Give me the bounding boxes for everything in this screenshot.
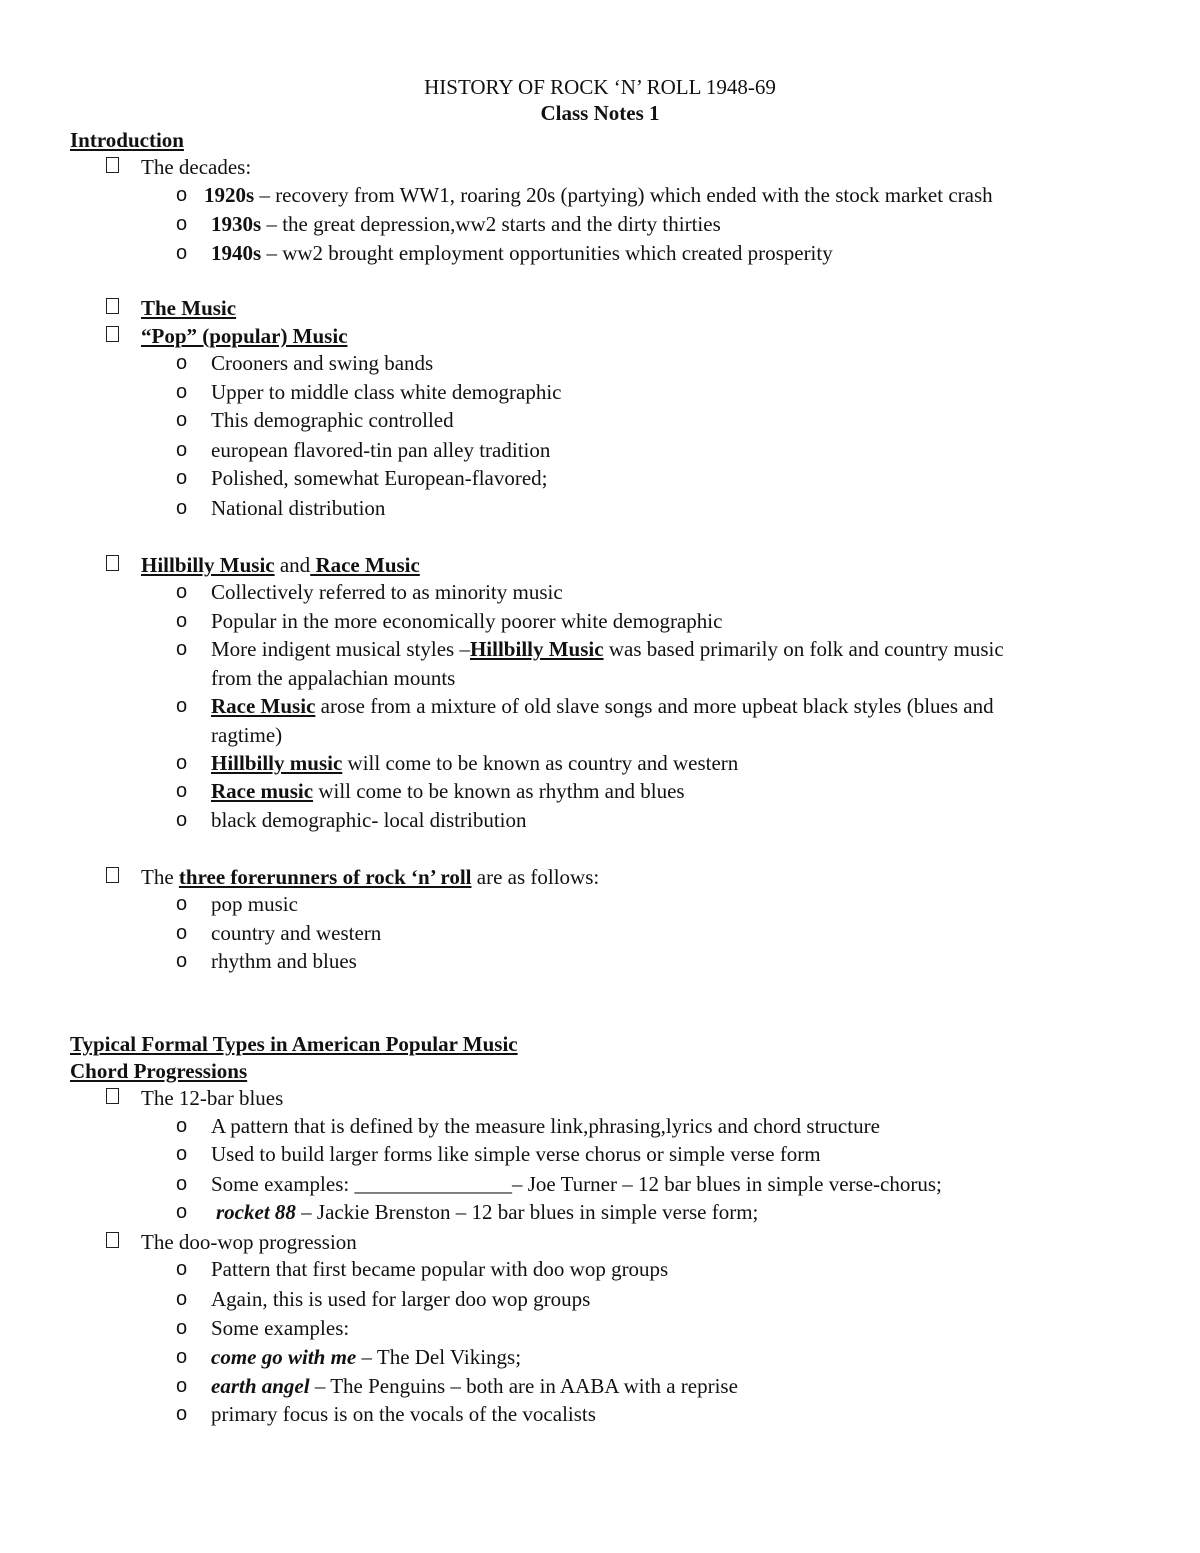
sub-item-text: european flavored-tin pan alley tradition <box>211 438 551 462</box>
sub-item-text: primary focus is on the vocals of the vocalists <box>211 1402 596 1426</box>
sub-item-text: Hillbilly music will come to be known as country and western <box>211 751 739 775</box>
circle-bullet-icon: o <box>176 1143 188 1165</box>
document-title: HISTORY OF ROCK ‘N’ ROLL 1948-69 <box>424 75 776 99</box>
sub-item-text: Race music will come to be known as rhythm and blues <box>211 779 685 803</box>
square-bullet-icon <box>106 157 119 173</box>
square-bullet-icon <box>106 326 119 342</box>
bullet-heading-pop-music: “Pop” (popular) Music <box>141 324 348 348</box>
sub-item-text: rhythm and blues <box>211 949 357 973</box>
square-bullet-icon <box>106 555 119 571</box>
square-bullet-icon <box>106 1232 119 1248</box>
sub-item-text: Some examples: _______________– Joe Turner – 12 bar blues in simple verse-chorus; <box>211 1172 942 1196</box>
circle-bullet-icon: o <box>176 1375 188 1397</box>
sub-item-text: country and western <box>211 921 382 945</box>
circle-bullet-icon: o <box>176 610 188 632</box>
sub-item-text: Again, this is used for larger doo wop groups <box>211 1287 591 1311</box>
circle-bullet-icon: o <box>176 1346 188 1368</box>
circle-bullet-icon: o <box>176 809 188 831</box>
sub-item-text: from the appalachian mounts <box>211 666 456 690</box>
sub-item-text: earth angel – The Penguins – both are in AABA with a reprise <box>211 1374 738 1398</box>
circle-bullet-icon: o <box>176 1403 188 1425</box>
circle-bullet-icon: o <box>176 1258 188 1280</box>
circle-bullet-icon: o <box>176 638 188 660</box>
square-bullet-icon <box>106 298 119 314</box>
circle-bullet-icon: o <box>176 242 188 264</box>
bullet-heading-hillbilly-race: Hillbilly Music and Race Music <box>141 553 420 577</box>
sub-item-text: National distribution <box>211 496 386 520</box>
sub-item-text: This demographic controlled <box>211 408 454 432</box>
circle-bullet-icon: o <box>176 950 188 972</box>
circle-bullet-icon: o <box>176 1201 188 1223</box>
circle-bullet-icon: o <box>176 1173 188 1195</box>
sub-item-text: ragtime) <box>211 723 283 747</box>
circle-bullet-icon: o <box>176 184 188 206</box>
circle-bullet-icon: o <box>176 352 188 374</box>
sub-item-text: pop music <box>211 892 298 916</box>
circle-bullet-icon: o <box>176 695 188 717</box>
circle-bullet-icon: o <box>176 1115 188 1137</box>
section-heading-introduction: Introduction <box>70 128 184 152</box>
square-bullet-icon <box>106 1088 119 1104</box>
sub-item-text: Used to build larger forms like simple verse chorus or simple verse form <box>211 1142 821 1166</box>
bullet-heading-the-music: The Music <box>141 296 237 320</box>
sub-item-text: Some examples: <box>211 1316 350 1340</box>
sub-item-text: 1930s – the great depression,ww2 starts and the dirty thirties <box>211 212 721 236</box>
circle-bullet-icon: o <box>176 893 188 915</box>
circle-bullet-icon: o <box>176 409 188 431</box>
sub-item-text: Collectively referred to as minority music <box>211 580 563 604</box>
circle-bullet-icon: o <box>176 581 188 603</box>
section-heading-formal-types: Typical Formal Types in American Popular Music <box>70 1032 518 1056</box>
circle-bullet-icon: o <box>176 213 188 235</box>
sub-item-text: black demographic- local distribution <box>211 808 527 832</box>
sub-item-text: Race Music arose from a mixture of old slave songs and more upbeat black styles (blues and <box>211 694 994 718</box>
sub-item-text: Popular in the more economically poorer white demographic <box>211 609 723 633</box>
bullet-text: The decades: <box>141 155 252 179</box>
circle-bullet-icon: o <box>176 1288 188 1310</box>
bullet-text: The 12-bar blues <box>141 1086 284 1110</box>
sub-item-text: 1940s – ww2 brought employment opportunities which created prosperity <box>211 241 833 265</box>
bullet-text: The three forerunners of rock ‘n’ roll are as follows: <box>141 865 600 889</box>
sub-item-text: Crooners and swing bands <box>211 351 434 375</box>
sub-item-text: A pattern that is defined by the measure link,phrasing,lyrics and chord structure <box>211 1114 880 1138</box>
circle-bullet-icon: o <box>176 922 188 944</box>
sub-item-text: come go with me – The Del Vikings; <box>211 1345 522 1369</box>
circle-bullet-icon: o <box>176 497 188 519</box>
sub-item-text: 1920s – recovery from WW1, roaring 20s (partying) which ended with the stock market crash <box>204 183 993 207</box>
square-bullet-icon <box>106 867 119 883</box>
circle-bullet-icon: o <box>176 1317 188 1339</box>
circle-bullet-icon: o <box>176 752 188 774</box>
sub-item-text: Upper to middle class white demographic <box>211 380 562 404</box>
circle-bullet-icon: o <box>176 381 188 403</box>
bullet-text: The doo-wop progression <box>141 1230 357 1254</box>
sub-item-text: rocket 88 – Jackie Brenston – 12 bar blues in simple verse form; <box>216 1200 759 1224</box>
sub-item-text: Pattern that first became popular with doo wop groups <box>211 1257 669 1281</box>
document-subtitle: Class Notes 1 <box>540 101 660 125</box>
sub-item-text: More indigent musical styles –Hillbilly Music was based primarily on folk and country music <box>211 637 1004 661</box>
sub-item-text: Polished, somewhat European-flavored; <box>211 466 548 490</box>
circle-bullet-icon: o <box>176 780 188 802</box>
circle-bullet-icon: o <box>176 439 188 461</box>
section-heading-chord-progressions: Chord Progressions <box>70 1059 248 1083</box>
circle-bullet-icon: o <box>176 467 188 489</box>
